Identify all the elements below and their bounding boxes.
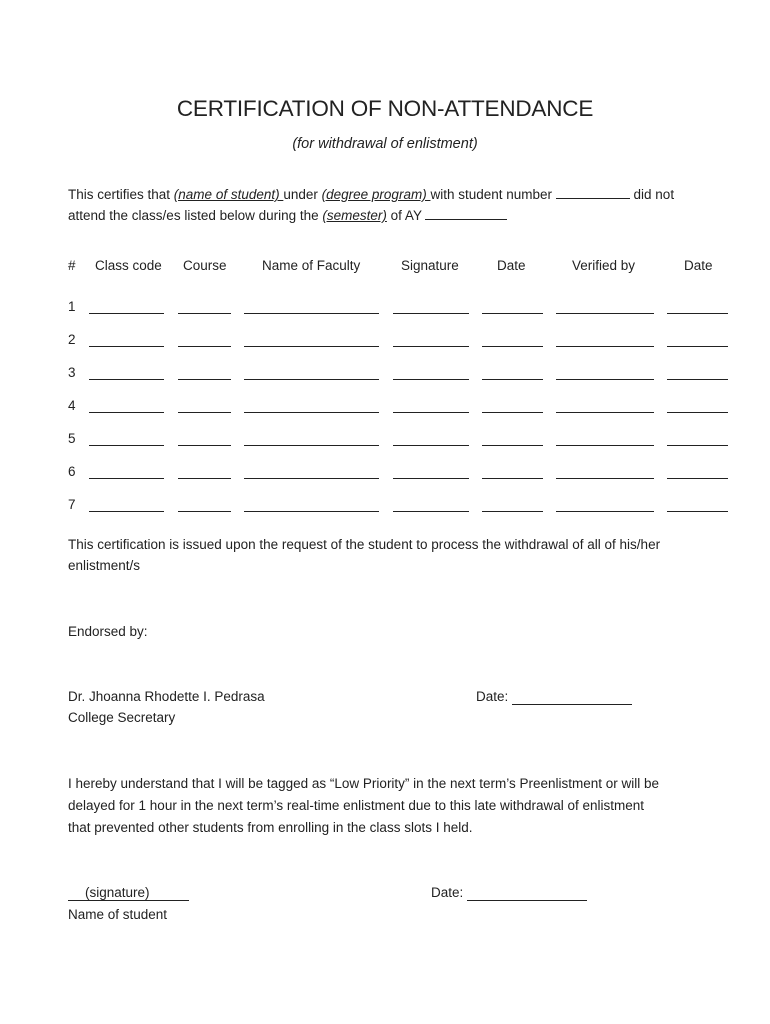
verified-by-field[interactable]: [556, 511, 654, 512]
row-number: 3: [68, 365, 76, 380]
verified-by-field[interactable]: [556, 478, 654, 479]
signature-field[interactable]: [393, 379, 469, 380]
faculty-name-field[interactable]: [244, 445, 379, 446]
course-field[interactable]: [178, 412, 231, 413]
page-subtitle: (for withdrawal of enlistment): [292, 136, 478, 152]
verified-by-field[interactable]: [556, 313, 654, 314]
faculty-name-field[interactable]: [244, 346, 379, 347]
date-field[interactable]: [482, 379, 543, 380]
date-field[interactable]: [482, 478, 543, 479]
col-header-faculty: Name of Faculty: [262, 258, 361, 273]
endorser-position: College Secretary: [68, 710, 176, 725]
verified-date-field[interactable]: [667, 379, 728, 380]
acknowledgement-line-2: delayed for 1 hour in the next term’s real-time enlistment due to this late withdrawal of enlistment: [68, 798, 645, 813]
class-code-field[interactable]: [89, 346, 164, 347]
course-field[interactable]: [178, 313, 231, 314]
intro-text: with student number: [430, 187, 556, 202]
class-code-field[interactable]: [89, 445, 164, 446]
intro-text: This certifies that: [68, 187, 174, 202]
student-date-field[interactable]: [467, 900, 587, 901]
date-field[interactable]: [482, 346, 543, 347]
acknowledgement-line-1: I hereby understand that I will be tagged as “Low Priority” in the next term’s Preenlistment or will be: [68, 776, 660, 791]
course-field[interactable]: [178, 478, 231, 479]
verified-by-field[interactable]: [556, 379, 654, 380]
verified-date-field[interactable]: [667, 313, 728, 314]
faculty-name-field[interactable]: [244, 511, 379, 512]
endorser-date-label: Date:: [476, 689, 509, 704]
student-name-label: Name of student: [68, 907, 168, 922]
signature-placeholder: (signature): [85, 885, 150, 900]
class-code-field[interactable]: [89, 313, 164, 314]
course-field[interactable]: [178, 379, 231, 380]
verified-date-field[interactable]: [667, 445, 728, 446]
course-field[interactable]: [178, 445, 231, 446]
verified-by-field[interactable]: [556, 346, 654, 347]
class-code-field[interactable]: [89, 379, 164, 380]
verified-date-field[interactable]: [667, 346, 728, 347]
semester-placeholder[interactable]: (semester): [322, 208, 387, 223]
faculty-name-field[interactable]: [244, 379, 379, 380]
acknowledgement-line-3: that prevented other students from enrolling in the class slots I held.: [68, 820, 473, 835]
course-field[interactable]: [178, 346, 231, 347]
class-code-field[interactable]: [89, 412, 164, 413]
signature-field[interactable]: [393, 346, 469, 347]
intro-line-1: [68, 186, 674, 202]
class-code-field[interactable]: [89, 511, 164, 512]
row-number: 2: [68, 332, 76, 347]
intro-line-2: [68, 207, 507, 223]
verified-date-field[interactable]: [667, 478, 728, 479]
row-number: 5: [68, 431, 76, 446]
faculty-name-field[interactable]: [244, 313, 379, 314]
verified-by-field[interactable]: [556, 445, 654, 446]
academic-year-field[interactable]: [425, 207, 507, 220]
page-title: CERTIFICATION OF NON-ATTENDANCE: [176, 96, 594, 121]
col-header-verified-date: Date: [684, 258, 713, 273]
col-header-class-code: Class code: [95, 258, 162, 273]
intro-text: under: [283, 187, 322, 202]
issuance-line-1: This certification is issued upon the request of the student to process the withdrawal of all of his/her: [68, 537, 661, 552]
student-number-field[interactable]: [556, 186, 630, 199]
date-field[interactable]: [482, 313, 543, 314]
signature-field[interactable]: [393, 511, 469, 512]
intro-text: of AY: [386, 208, 426, 223]
row-number: 4: [68, 398, 76, 413]
intro-text: attend the class/es listed below during the: [68, 208, 323, 223]
faculty-name-field[interactable]: [244, 412, 379, 413]
signature-field[interactable]: [393, 412, 469, 413]
student-signature-field[interactable]: [68, 900, 189, 901]
date-field[interactable]: [482, 445, 543, 446]
endorser-name: Dr. Jhoanna Rhodette I. Pedrasa: [68, 689, 265, 704]
verified-date-field[interactable]: [667, 511, 728, 512]
verified-date-field[interactable]: [667, 412, 728, 413]
col-header-course: Course: [183, 258, 227, 273]
date-field[interactable]: [482, 412, 543, 413]
row-number: 7: [68, 497, 76, 512]
intro-text: did not: [629, 187, 675, 202]
row-number: 6: [68, 464, 76, 479]
col-header-number: #: [68, 258, 76, 273]
date-field[interactable]: [482, 511, 543, 512]
endorser-date-field[interactable]: [512, 704, 632, 705]
course-field[interactable]: [178, 511, 231, 512]
col-header-signature: Signature: [401, 258, 459, 273]
issuance-line-2: enlistment/s: [68, 558, 141, 573]
signature-field[interactable]: [393, 478, 469, 479]
col-header-verified-by: Verified by: [572, 258, 636, 273]
student-date-label: Date:: [431, 885, 464, 900]
signature-field[interactable]: [393, 445, 469, 446]
faculty-name-field[interactable]: [244, 478, 379, 479]
endorsed-by-label: Endorsed by:: [68, 624, 148, 639]
class-code-field[interactable]: [89, 478, 164, 479]
degree-program-placeholder[interactable]: (degree program): [321, 187, 431, 202]
signature-field[interactable]: [393, 313, 469, 314]
student-name-placeholder[interactable]: (name of student): [173, 187, 284, 202]
col-header-date: Date: [497, 258, 526, 273]
row-number: 1: [68, 299, 76, 314]
verified-by-field[interactable]: [556, 412, 654, 413]
